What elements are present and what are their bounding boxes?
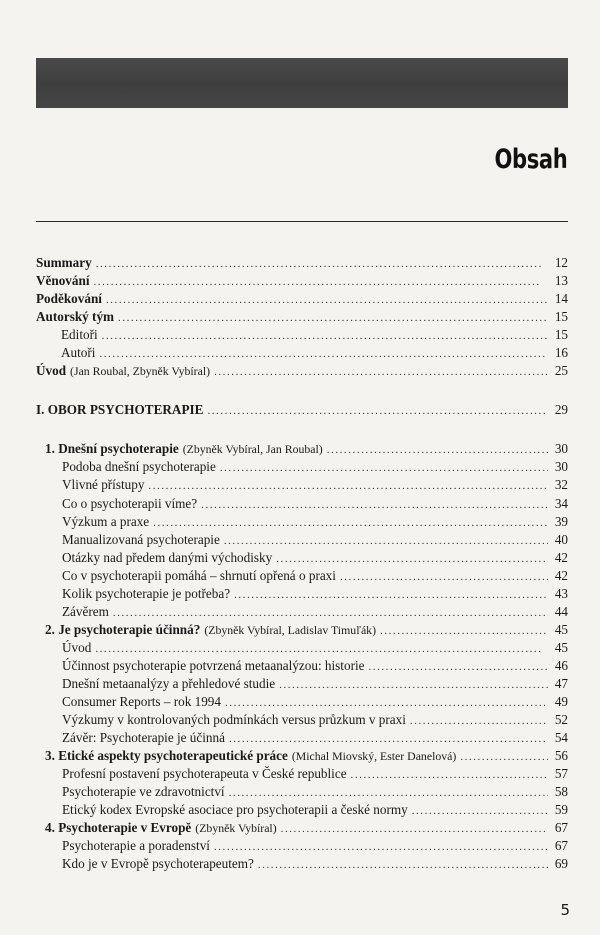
toc-entry bbox=[36, 531, 568, 549]
toc-entry-title bbox=[45, 819, 277, 837]
dot-leader bbox=[380, 622, 548, 640]
dot-leader bbox=[214, 838, 548, 856]
toc-entry bbox=[36, 254, 568, 272]
page-number: 5 bbox=[560, 901, 570, 919]
toc-entry bbox=[36, 290, 568, 308]
toc-entry-title bbox=[36, 362, 210, 380]
toc-entry-title-text: Závěrem bbox=[62, 603, 109, 619]
toc-entry-page: 59 bbox=[554, 802, 568, 818]
toc-entry-page: 13 bbox=[554, 273, 568, 289]
toc-entry-title bbox=[62, 585, 230, 603]
toc-entry-title bbox=[62, 783, 225, 801]
toc-entry-page: 40 bbox=[554, 531, 568, 547]
toc-entry bbox=[36, 621, 568, 639]
dot-leader bbox=[94, 273, 549, 291]
dot-leader bbox=[234, 586, 548, 604]
toc-entry-page: 67 bbox=[554, 838, 568, 854]
dot-leader bbox=[106, 291, 548, 309]
toc-entry bbox=[36, 440, 568, 458]
dot-leader bbox=[95, 640, 548, 658]
dot-leader bbox=[276, 550, 548, 568]
dot-leader bbox=[281, 820, 548, 838]
toc-entry-title-text: Etický kodex Evropské asociace pro psychoterapii a české normy bbox=[62, 802, 408, 818]
toc-entry-title bbox=[62, 801, 408, 819]
toc-entry-title bbox=[62, 711, 406, 729]
dot-leader bbox=[224, 532, 548, 550]
toc-entry-page: 45 bbox=[554, 639, 568, 655]
toc-entry-page: 15 bbox=[554, 309, 568, 325]
toc-entry-page: 30 bbox=[554, 441, 568, 457]
dot-leader bbox=[99, 345, 548, 363]
toc-entry-page: 34 bbox=[554, 495, 568, 511]
toc-entry-title bbox=[61, 344, 95, 362]
toc-entry bbox=[36, 585, 568, 603]
toc-entry bbox=[36, 567, 568, 585]
toc-entry-title bbox=[36, 290, 102, 308]
toc-entry-title bbox=[45, 747, 456, 765]
toc-entry-author: (Jan Roubal, Zbyněk Vybíral) bbox=[70, 364, 211, 379]
toc-entry-page: 43 bbox=[554, 585, 568, 601]
dot-leader bbox=[201, 496, 548, 514]
toc-entry-title-text: Poděkování bbox=[36, 291, 102, 307]
toc-entry-title bbox=[62, 729, 225, 747]
toc-entry bbox=[36, 765, 568, 783]
toc-entry-page: 46 bbox=[554, 657, 568, 673]
title-divider bbox=[36, 221, 568, 222]
toc-entry bbox=[36, 801, 568, 819]
toc-entry-title-text: Editoři bbox=[61, 327, 98, 343]
dot-leader bbox=[153, 514, 548, 532]
toc-entry-title bbox=[62, 531, 220, 549]
toc-entry bbox=[36, 272, 568, 290]
toc-entry-page: 49 bbox=[554, 694, 568, 710]
dot-leader bbox=[148, 477, 548, 495]
toc-entry-page: 57 bbox=[554, 766, 568, 782]
toc-entry-title bbox=[36, 254, 92, 272]
toc-entry-title bbox=[61, 326, 98, 344]
toc-entry-title bbox=[62, 495, 197, 513]
toc-entry-title bbox=[62, 639, 91, 657]
toc-entry-page: 69 bbox=[554, 856, 568, 872]
toc-entry-title-text: Kolik psychoterapie je potřeba? bbox=[62, 585, 231, 601]
dot-leader bbox=[207, 402, 548, 420]
toc-entry bbox=[36, 837, 568, 855]
toc-entry-title-text: Co o psychoterapii víme? bbox=[62, 495, 198, 511]
toc-entry-title bbox=[36, 308, 114, 326]
dot-leader bbox=[351, 766, 548, 784]
dot-leader bbox=[412, 802, 548, 820]
toc-entry-author: (Zbyněk Vybíral, Jan Roubal) bbox=[182, 442, 323, 457]
toc-entry-author: (Zbyněk Vybíral, Ladislav Timuľák) bbox=[204, 622, 377, 637]
toc-entry-page: 52 bbox=[554, 712, 568, 728]
toc-entry-title-text: Vlivné přístupy bbox=[62, 477, 145, 493]
toc-entry-author: (Zbyněk Vybíral) bbox=[195, 821, 277, 836]
toc-entry-title bbox=[62, 513, 149, 531]
toc-entry bbox=[36, 675, 568, 693]
toc-entry-title bbox=[62, 657, 364, 675]
toc-entry-page: 29 bbox=[554, 402, 568, 418]
dot-leader bbox=[96, 255, 548, 273]
dot-leader bbox=[214, 363, 548, 381]
toc-entry-title bbox=[62, 693, 221, 711]
toc-entry-page: 42 bbox=[554, 549, 568, 565]
toc-entry-title-text: Věnování bbox=[36, 273, 90, 289]
toc-entry-page: 44 bbox=[554, 603, 568, 619]
toc-entry bbox=[36, 819, 568, 837]
toc-entry-title-text: Otázky nad předem danými východisky bbox=[62, 549, 273, 565]
toc-entry-title-text: Psychoterapie a poradenství bbox=[62, 838, 210, 854]
dot-leader bbox=[118, 309, 548, 327]
toc-entry-title-text: Výzkumy v kontrolovaných podmínkách versus průzkum v praxi bbox=[62, 712, 406, 728]
toc-entry-title bbox=[36, 401, 203, 419]
dot-leader bbox=[229, 784, 548, 802]
toc-entry-title-text: Consumer Reports – rok 1994 bbox=[62, 694, 221, 710]
dot-leader bbox=[279, 676, 548, 694]
dot-leader bbox=[258, 856, 548, 874]
toc-entry bbox=[36, 747, 568, 765]
toc-entry bbox=[36, 513, 568, 531]
dot-leader bbox=[102, 327, 548, 345]
toc-entry bbox=[36, 458, 568, 476]
toc-entry-title bbox=[62, 765, 347, 783]
toc-entry-title-text: 4. Psychoterapie v Evropě bbox=[45, 820, 192, 836]
toc-entry bbox=[36, 362, 568, 380]
toc-entry bbox=[36, 495, 568, 513]
toc-entry-page: 32 bbox=[554, 477, 568, 493]
toc-entry-page: 45 bbox=[554, 621, 568, 637]
toc-entry-title-text: Autorský tým bbox=[36, 309, 115, 325]
toc-entry-title bbox=[62, 549, 272, 567]
header-band bbox=[36, 58, 568, 108]
toc-entry-page: 54 bbox=[554, 730, 568, 746]
toc-entry-title bbox=[36, 272, 90, 290]
toc-entry-page: 16 bbox=[554, 345, 568, 361]
toc-entry-title bbox=[62, 855, 254, 873]
dot-leader bbox=[229, 730, 548, 748]
toc-entry bbox=[36, 476, 568, 494]
toc-entry bbox=[36, 657, 568, 675]
toc-entry-page: 56 bbox=[554, 748, 568, 764]
dot-leader bbox=[340, 568, 548, 586]
toc-entry bbox=[36, 783, 568, 801]
toc-entry-title bbox=[62, 458, 216, 476]
toc-entry bbox=[36, 308, 568, 326]
toc-entry-title-text: 1. Dnešní psychoterapie bbox=[45, 441, 179, 457]
toc-entry-title-text: Manualizovaná psychoterapie bbox=[62, 531, 220, 547]
dot-leader bbox=[327, 441, 548, 459]
toc-entry-page: 14 bbox=[554, 291, 568, 307]
toc-entry-title-text: Autoři bbox=[61, 345, 96, 361]
toc-entry-page: 42 bbox=[554, 567, 568, 583]
toc-entry-title-text: Úvod bbox=[62, 639, 92, 655]
dot-leader bbox=[220, 459, 548, 477]
toc-entry-page: 30 bbox=[554, 459, 568, 475]
toc-entry-title-text: Závěr: Psychoterapie je účinná bbox=[62, 730, 225, 746]
toc-entry-title bbox=[62, 837, 210, 855]
toc-entry-title-text: 2. Je psychoterapie účinná? bbox=[45, 621, 201, 637]
toc-entry-page: 39 bbox=[554, 513, 568, 529]
toc-entry-title-text: I. OBOR PSYCHOTERAPIE bbox=[36, 402, 204, 418]
toc-entry-title-text: Úvod bbox=[36, 363, 67, 379]
table-of-contents bbox=[36, 254, 568, 874]
toc-entry-title-text: Co v psychoterapii pomáhá – shrnutí opřená o praxi bbox=[62, 567, 336, 583]
toc-entry-page: 15 bbox=[554, 327, 568, 343]
toc-entry-title bbox=[62, 603, 109, 621]
toc-entry bbox=[36, 729, 568, 747]
toc-entry bbox=[36, 639, 568, 657]
page-title: Obsah bbox=[494, 144, 567, 175]
toc-entry bbox=[36, 549, 568, 567]
toc-entry-title-text: Psychoterapie ve zdravotnictví bbox=[62, 784, 225, 800]
toc-entry-title bbox=[45, 440, 323, 458]
toc-entry-title bbox=[62, 675, 275, 693]
dot-leader bbox=[113, 604, 548, 622]
toc-entry bbox=[36, 711, 568, 729]
toc-entry-title-text: Kdo je v Evropě psychoterapeutem? bbox=[62, 856, 254, 872]
toc-entry-title-text: 3. Etické aspekty psychoterapeutické práce bbox=[45, 748, 288, 764]
dot-leader bbox=[368, 658, 548, 676]
toc-entry-title-text: Summary bbox=[36, 255, 92, 270]
toc-entry-title-text: Podoba dnešní psychoterapie bbox=[62, 459, 216, 475]
toc-entry-title-text: Dnešní metaanalýzy a přehledové studie bbox=[62, 675, 276, 691]
dot-leader bbox=[225, 694, 548, 712]
dot-leader bbox=[410, 712, 548, 730]
toc-entry bbox=[36, 401, 568, 419]
toc-entry-page: 12 bbox=[554, 255, 568, 270]
toc-entry-title-text: Profesní postavení psychoterapeuta v České republice bbox=[62, 766, 347, 782]
toc-entry bbox=[36, 326, 568, 344]
toc-entry bbox=[36, 344, 568, 362]
toc-entry-page: 58 bbox=[554, 784, 568, 800]
toc-entry-page: 67 bbox=[554, 820, 568, 836]
toc-entry-title-text: Výzkum a praxe bbox=[62, 513, 150, 529]
toc-entry bbox=[36, 855, 568, 873]
toc-entry-title bbox=[62, 567, 336, 585]
toc-entry-title bbox=[62, 476, 144, 494]
dot-leader bbox=[460, 748, 548, 766]
toc-entry bbox=[36, 693, 568, 711]
toc-entry-title bbox=[45, 621, 376, 639]
toc-entry-page: 47 bbox=[554, 675, 568, 691]
toc-entry bbox=[36, 603, 568, 621]
toc-entry-page: 25 bbox=[554, 363, 568, 379]
toc-entry-author: (Michal Miovský, Ester Danelová) bbox=[291, 749, 457, 764]
toc-entry-title-text: Účinnost psychoterapie potvrzená metaanalýzou: historie bbox=[62, 657, 365, 673]
